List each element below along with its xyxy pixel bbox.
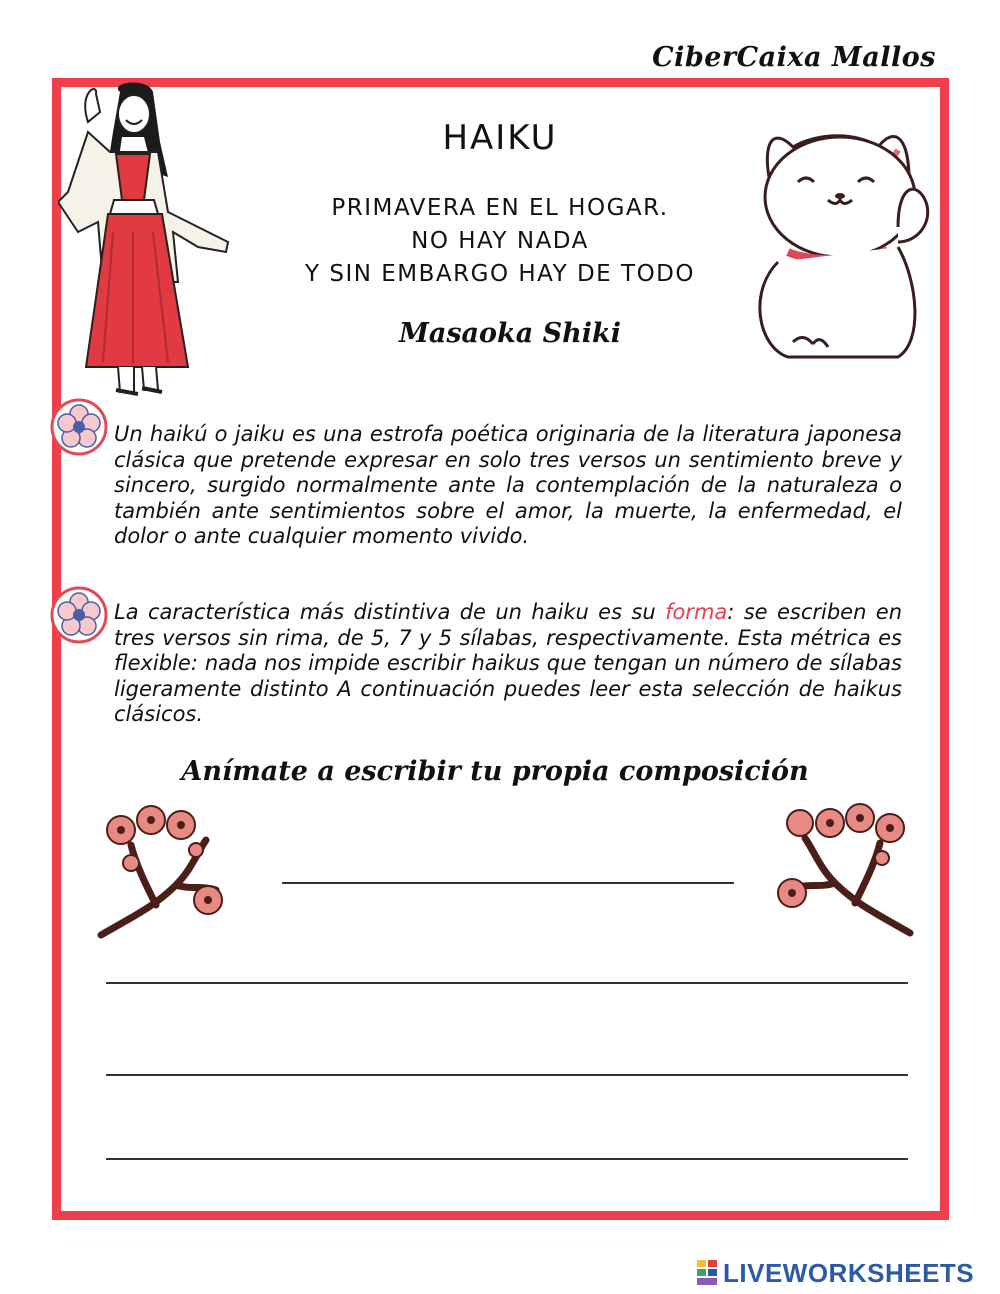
- brand-signature: CiberCaixa Mallos: [652, 42, 936, 73]
- liveworksheets-text: LIVEWORKSHEETS: [723, 1257, 975, 1288]
- paragraph-definition: Un haikú o jaiku es una estrofa poética originaria de la literatura japonesa clásica que pretende expresar en solo tres versos un sentimiento breve y sincero, surgido normalmente ante la contemplación de la naturaleza o también ante sentimientos sobre el amor, la muerte, la enfermedad, el dolor o ante cualquier momento vivido.: [114, 422, 902, 548]
- liveworksheets-logo[interactable]: [697, 1258, 974, 1288]
- haiku-poem: [250, 192, 750, 291]
- flower-bullet-icon: [50, 398, 108, 456]
- highlight-word: forma: [665, 600, 728, 624]
- poem-line: PRIMAVERA EN EL HOGAR.: [331, 195, 669, 221]
- liveworksheets-icon: [697, 1260, 719, 1286]
- worksheet-title: HAIKU: [442, 118, 558, 158]
- poem-line: Y SIN EMBARGO HAY DE TODO: [305, 261, 695, 287]
- writing-line[interactable]: [106, 982, 908, 984]
- cherry-blossom-branch: [770, 793, 915, 943]
- writing-line[interactable]: [106, 1074, 908, 1076]
- paragraph-text: La característica más distintiva de un haiku es su: [114, 600, 666, 624]
- writing-line-title[interactable]: [282, 882, 734, 884]
- lucky-cat-illustration: [748, 112, 938, 372]
- paragraph-text: : se escriben en tres versos sin rima, de 5, 7 y 5 sílabas, respectivamente. Esta métrica es flexible: nada nos impide escribir haikus que tengan un número de sílabas ligeramente distinto A continuación puedes leer esta selección de haikus clásicos.: [114, 600, 902, 726]
- girl-kimono-illustration: [58, 82, 248, 412]
- poem-line: NO HAY NADA: [411, 228, 589, 254]
- call-to-action: Anímate a escribir tu propia composición: [181, 756, 809, 787]
- paragraph-characteristics: [114, 600, 902, 728]
- poem-author: Masaoka Shiki: [398, 318, 622, 349]
- cherry-blossom-branch: [96, 795, 241, 945]
- flower-bullet-icon: [50, 586, 108, 644]
- writing-line[interactable]: [106, 1158, 908, 1160]
